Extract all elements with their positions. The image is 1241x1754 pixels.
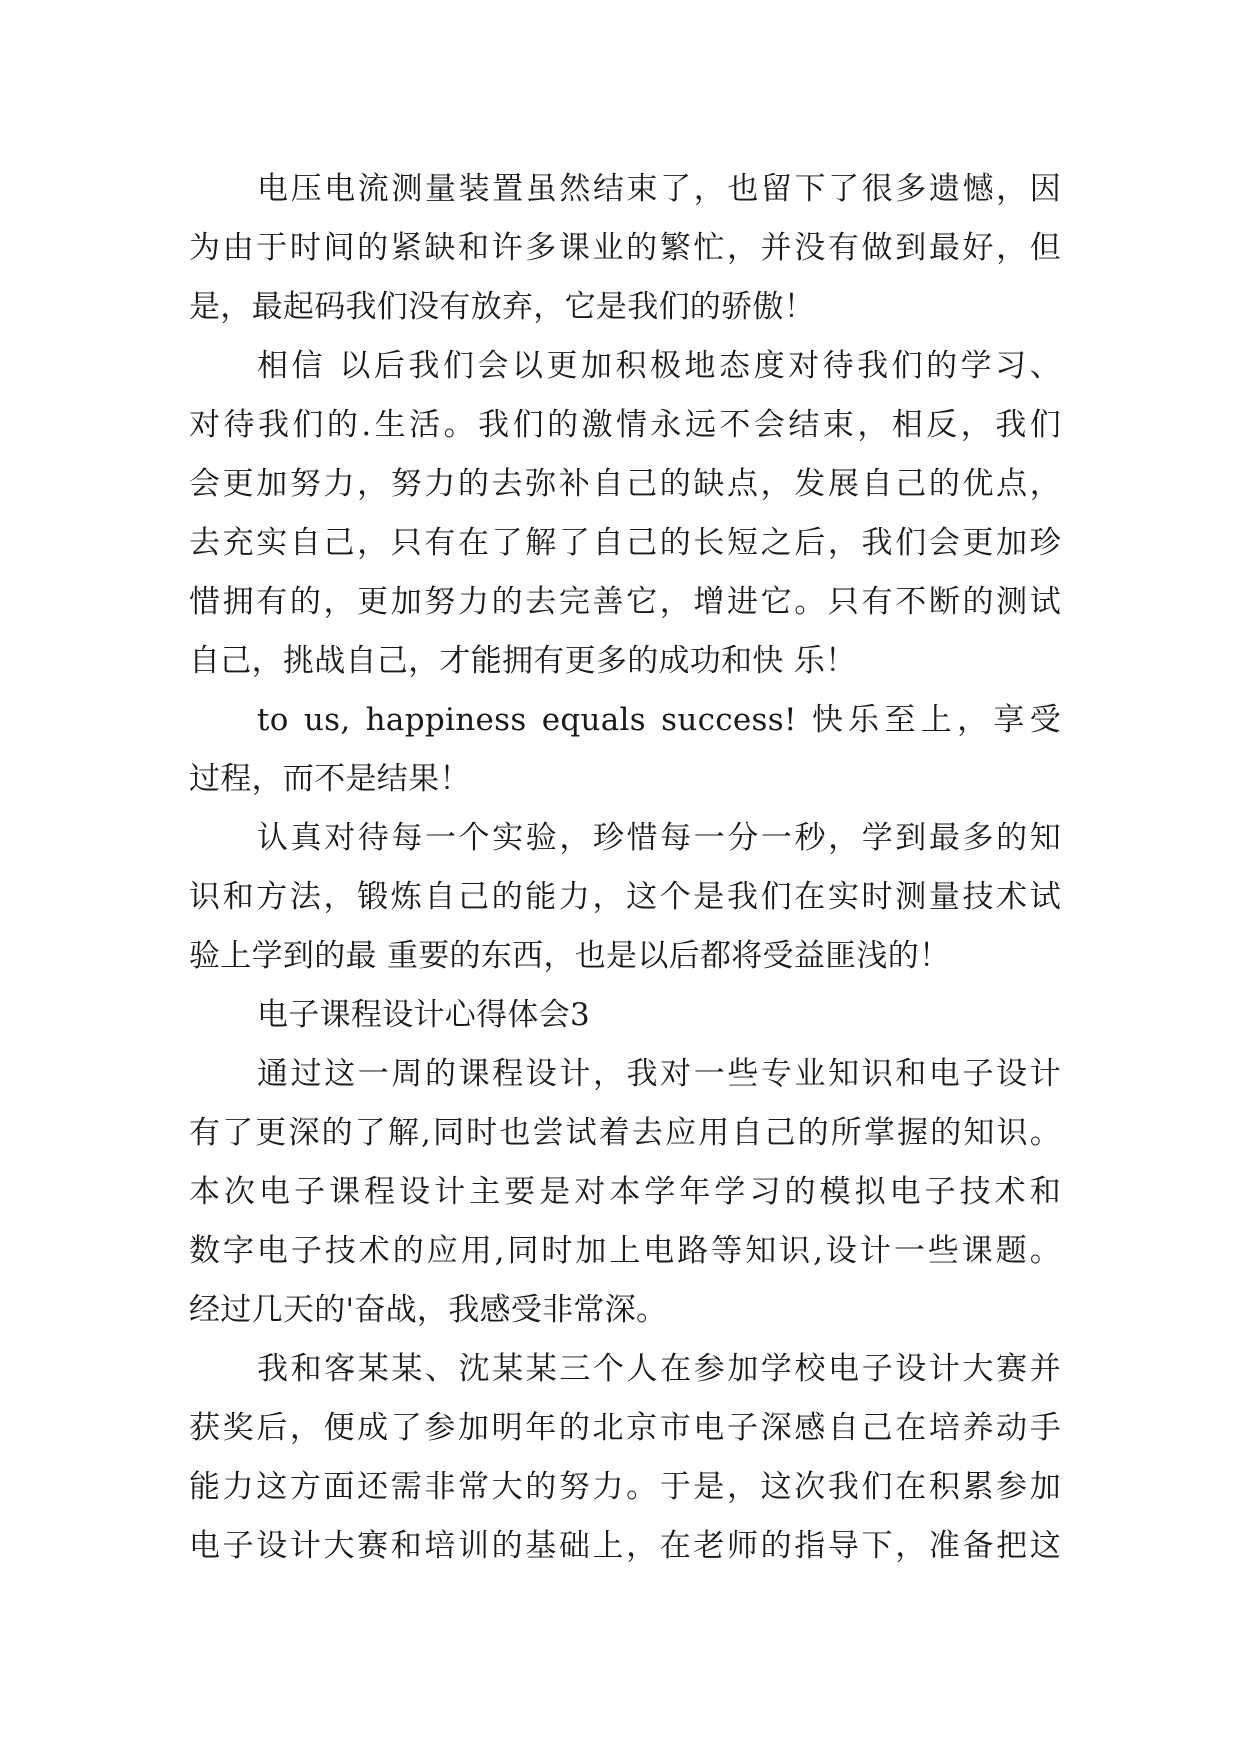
text-line: 电子设计大赛和培训的基础上，在老师的指导下，准备把这 — [189, 1528, 1061, 1564]
text-line: 去充实自己，只有在了解了自己的长短之后，我们会更加珍 — [189, 525, 1061, 561]
text-line: 惜拥有的，更加努力的去完善它，增进它。只有不断的测试 — [189, 584, 1061, 620]
text-line: 有了更深的了解,同时也尝试着去应用自己的所掌握的知识。 — [189, 1115, 1061, 1151]
text-line: 对待我们的.生活。我们的激情永远不会结束，相反，我们 — [189, 407, 1061, 443]
text-line: 数字电子技术的应用,同时加上电路等知识,设计一些课题。 — [189, 1233, 1061, 1269]
text-line: 自己，挑战自己，才能拥有更多的成功和快 乐！ — [189, 643, 857, 679]
text-line: 本次电子课程设计主要是对本学年学习的模拟电子技术和 — [189, 1174, 1061, 1210]
document-page — [189, 160, 1061, 1576]
text-line: 通过这一周的课程设计，我对一些专业知识和电子设计 — [257, 1056, 1061, 1092]
section-heading: 电子课程设计心得体会3 — [257, 997, 591, 1033]
text-line: 电压电流测量装置虽然结束了，也留下了很多遗憾，因 — [257, 171, 1061, 207]
text-line: 相信 以后我们会以更加积极地态度对待我们的学习、 — [257, 348, 1061, 384]
text-line: 会更加努力，努力的去弥补自己的缺点，发展自己的优点， — [189, 466, 1061, 502]
text-line: 能力这方面还需非常大的努力。于是，这次我们在积累参加 — [189, 1469, 1061, 1505]
text-line: 经过几天的'奋战，我感受非常深。 — [189, 1292, 668, 1328]
text-line: 是，最起码我们没有放弃，它是我们的骄傲！ — [189, 289, 815, 325]
text-line: 为由于时间的紧缺和许多课业的繁忙，并没有做到最好，但 — [189, 230, 1061, 266]
text-line: 我和客某某、沈某某三个人在参加学校电子设计大赛并 — [257, 1351, 1061, 1387]
text-line: 过程，而不是结果！ — [189, 761, 471, 797]
text-line: 获奖后，便成了参加明年的北京市电子深感自己在培养动手 — [189, 1410, 1061, 1446]
text-line: 认真对待每一个实验，珍惜每一分一秒，学到最多的知 — [257, 820, 1061, 856]
text-line: 识和方法，锻炼自己的能力，这个是我们在实时测量技术试 — [189, 879, 1061, 915]
text-line: 验上学到的最 重要的东西，也是以后都将受益匪浅的！ — [189, 938, 951, 974]
text-line: to us, happiness equals success! 快乐至上，享受 — [257, 702, 1061, 738]
